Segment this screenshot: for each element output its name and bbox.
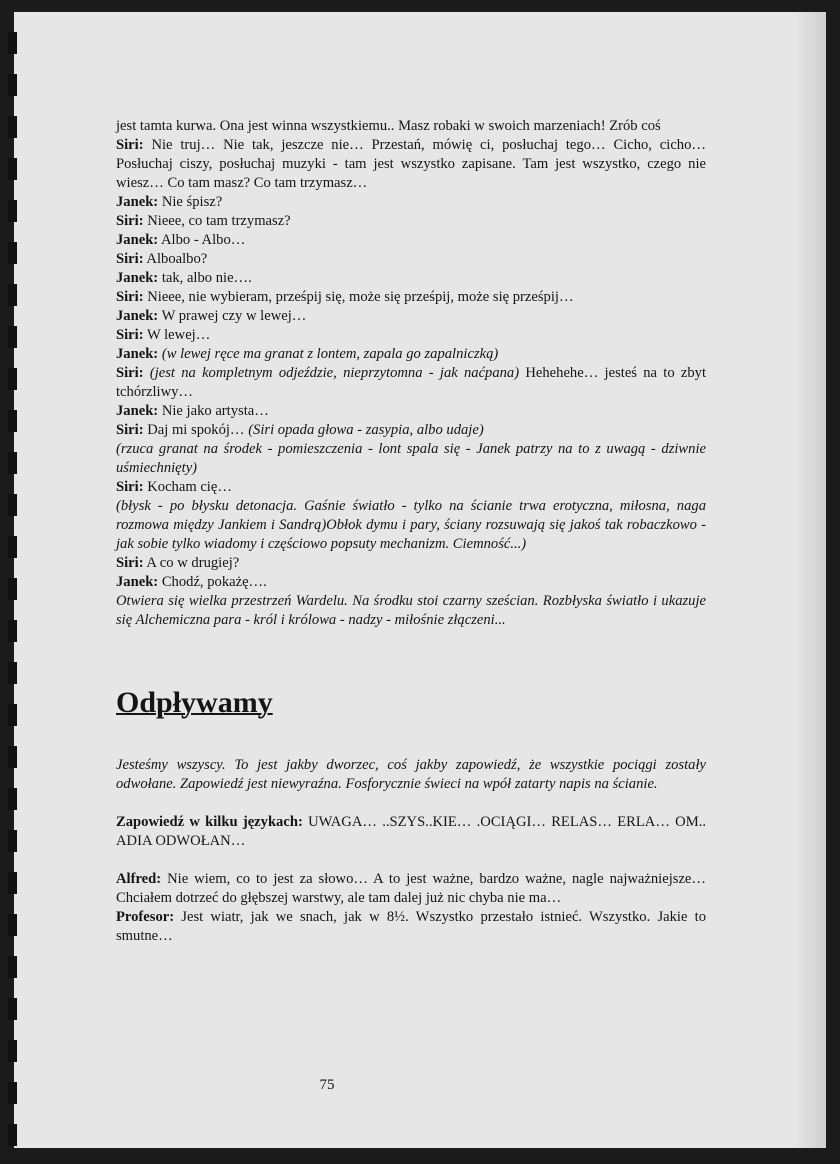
speaker-name: Janek:	[116, 308, 159, 324]
binding-hole	[8, 662, 17, 684]
dialogue-line	[116, 908, 706, 946]
binding-hole	[8, 1124, 17, 1146]
binding-hole	[8, 494, 17, 516]
dialogue-line	[116, 573, 706, 592]
line-text: A co w drugiej?	[146, 555, 240, 571]
dialogue-line	[116, 440, 706, 478]
line-text: tak, albo nie….	[161, 270, 252, 286]
announcement-paragraph	[116, 813, 706, 851]
binding-hole	[8, 788, 17, 810]
dialogue-line	[116, 554, 706, 573]
binding-hole	[8, 242, 17, 264]
binding-hole	[8, 116, 17, 138]
dialogue-line	[116, 478, 706, 497]
binding-hole	[8, 956, 17, 978]
binding-hole	[8, 536, 17, 558]
binding-hole	[8, 914, 17, 936]
dialogue-line	[116, 364, 706, 402]
dialogue-section-1	[116, 117, 706, 630]
line-text: Nie truj… Nie tak, jeszcze nie… Przestań, mówię ci, posłuchaj tego… Cicho, cicho… Posłuchaj ciszy, posłuchaj muzyki - tam jest wszystko zapisane. Tam jest wszystko, czego nie wiesz… Co tam masz? Co tam trzymasz…	[116, 137, 706, 191]
page-content	[116, 117, 706, 946]
announcement-text: UWAGA… ..SZYS..KIE… .OCIĄGI… RELAS… ERLA… OM.. ADIA ODWOŁAN…	[116, 814, 706, 849]
binding-hole	[8, 410, 17, 432]
binding-hole	[8, 284, 17, 306]
binding-hole	[8, 74, 17, 96]
speaker-name: Janek:	[116, 403, 159, 419]
binding-hole	[8, 326, 17, 348]
line-text: Nie jako artysta…	[161, 403, 269, 419]
stage-direction: (w lewej ręce ma granat z lontem, zapala go zapalniczką)	[161, 346, 499, 362]
line-text: Nie śpisz?	[161, 194, 223, 210]
line-text: W prawej czy w lewej…	[161, 308, 307, 324]
announcement-label: Zapowiedź w kilku językach:	[116, 814, 303, 830]
spiral-binding	[8, 32, 17, 1142]
intro-stage-direction: Jesteśmy wszyscy. To jest jakby dworzec, coś jakby zapowiedź, że wszystkie pociągi zostały odwołane. Zapowiedź jest niewyraźna. Fosforycznie świeci na wpół zatarty napis na ścianie.	[116, 757, 706, 792]
dialogue-line	[116, 497, 706, 554]
stage-direction: (jest na kompletnym odjeździe, nieprzytomna - jak naćpana)	[149, 365, 520, 381]
stage-direction: (rzuca granat na środek - pomieszczenia - lont spala się - Janek patrzy na to z uwagą - dziwnie uśmiechnięty)	[116, 441, 706, 476]
speaker-name: Janek:	[116, 232, 159, 248]
speaker-name: Siri:	[116, 365, 144, 381]
dialogue-line	[116, 345, 706, 364]
binding-hole	[8, 452, 17, 474]
binding-hole	[8, 368, 17, 390]
line-text: W lewej…	[146, 327, 211, 343]
speaker-name: Siri:	[116, 213, 144, 229]
dialogue-line	[116, 193, 706, 212]
binding-hole	[8, 620, 17, 642]
binding-hole	[8, 872, 17, 894]
page-number: 75	[319, 1077, 335, 1093]
dialogue-line	[116, 231, 706, 250]
binding-hole	[8, 704, 17, 726]
line-text: Nieee, nie wybieram, prześpij się, może się prześpij, może się prześpij…	[147, 289, 574, 305]
dialogue-line	[116, 421, 706, 440]
dialogue-line	[116, 136, 706, 193]
line-text: Jest wiatr, jak we snach, jak w 8½. Wszystko przestało istnieć. Wszystko. Jakie to smutne…	[116, 909, 706, 944]
section-heading: Odpływamy	[116, 686, 273, 719]
dialogue-line	[116, 212, 706, 231]
line-text: Hehehehe… jesteś na to zbyt tchórzliwy…	[116, 365, 706, 400]
speaker-name: Siri:	[116, 251, 144, 267]
speaker-name: Siri:	[116, 289, 144, 305]
binding-hole	[8, 746, 17, 768]
speaker-name: Alfred:	[116, 871, 162, 887]
speaker-name: Siri:	[116, 479, 144, 495]
line-text: Nie wiem, co to jest za słowo… A to jest ważne, bardzo ważne, nagle najważniejsze… Chciałem dotrzeć do głębszej warstwy, ale tam dalej już nic chyba nie ma…	[116, 871, 706, 906]
binding-hole	[8, 998, 17, 1020]
line-text: Chodź, pokażę….	[161, 574, 267, 590]
line-text: Albo - Albo…	[161, 232, 246, 248]
line-text: Kocham cię…	[147, 479, 232, 495]
speaker-name: Siri:	[116, 422, 144, 438]
stage-direction: Otwiera się wielka przestrzeń Wardelu. Na środku stoi czarny sześcian. Rozbłyska światło i ukazuje się Alchemiczna para - król i królowa - nadzy - miłośnie złączeni...	[116, 593, 706, 628]
dialogue-section-2	[116, 870, 706, 946]
dialogue-line	[116, 592, 706, 630]
dialogue-line	[116, 288, 706, 307]
dialogue-line	[116, 269, 706, 288]
speaker-name: Profesor:	[116, 909, 175, 925]
line-text: jest tamta kurwa. Ona jest winna wszystkiemu.. Masz robaki w swoich marzeniach! Zrób coś	[116, 118, 661, 134]
dialogue-line	[116, 326, 706, 345]
speaker-name: Janek:	[116, 574, 159, 590]
stage-direction: (błysk - po błysku detonacja. Gaśnie światło - tylko na ścianie trwa erotyczna, miłosna, naga rozmowa między Jankiem i Sandrą)Obłok dymu i pary, ściany rozsuwają się jakoś tak robaczkowo - jak sobie tylko wiadomy i częściowo popsuty mechanizm. Ciemność...)	[116, 498, 706, 552]
binding-hole	[8, 578, 17, 600]
page-edge-shadow	[794, 12, 826, 1148]
speaker-name: Janek:	[116, 346, 159, 362]
dialogue-line	[116, 307, 706, 326]
line-text: Daj mi spokój…	[147, 422, 245, 438]
speaker-name: Siri:	[116, 327, 144, 343]
dialogue-line	[116, 402, 706, 421]
binding-hole	[8, 1040, 17, 1062]
line-text: Nieee, co tam trzymasz?	[147, 213, 291, 229]
speaker-name: Siri:	[116, 137, 144, 153]
dialogue-line	[116, 250, 706, 269]
binding-hole	[8, 32, 17, 54]
stage-direction: (Siri opada głowa - zasypia, albo udaje)	[248, 422, 484, 438]
binding-hole	[8, 830, 17, 852]
binding-hole	[8, 200, 17, 222]
dialogue-line	[116, 870, 706, 908]
speaker-name: Siri:	[116, 555, 144, 571]
line-text: Alboalbo?	[146, 251, 208, 267]
binding-hole	[8, 158, 17, 180]
dialogue-line	[116, 117, 706, 136]
speaker-name: Janek:	[116, 270, 159, 286]
speaker-name: Janek:	[116, 194, 159, 210]
